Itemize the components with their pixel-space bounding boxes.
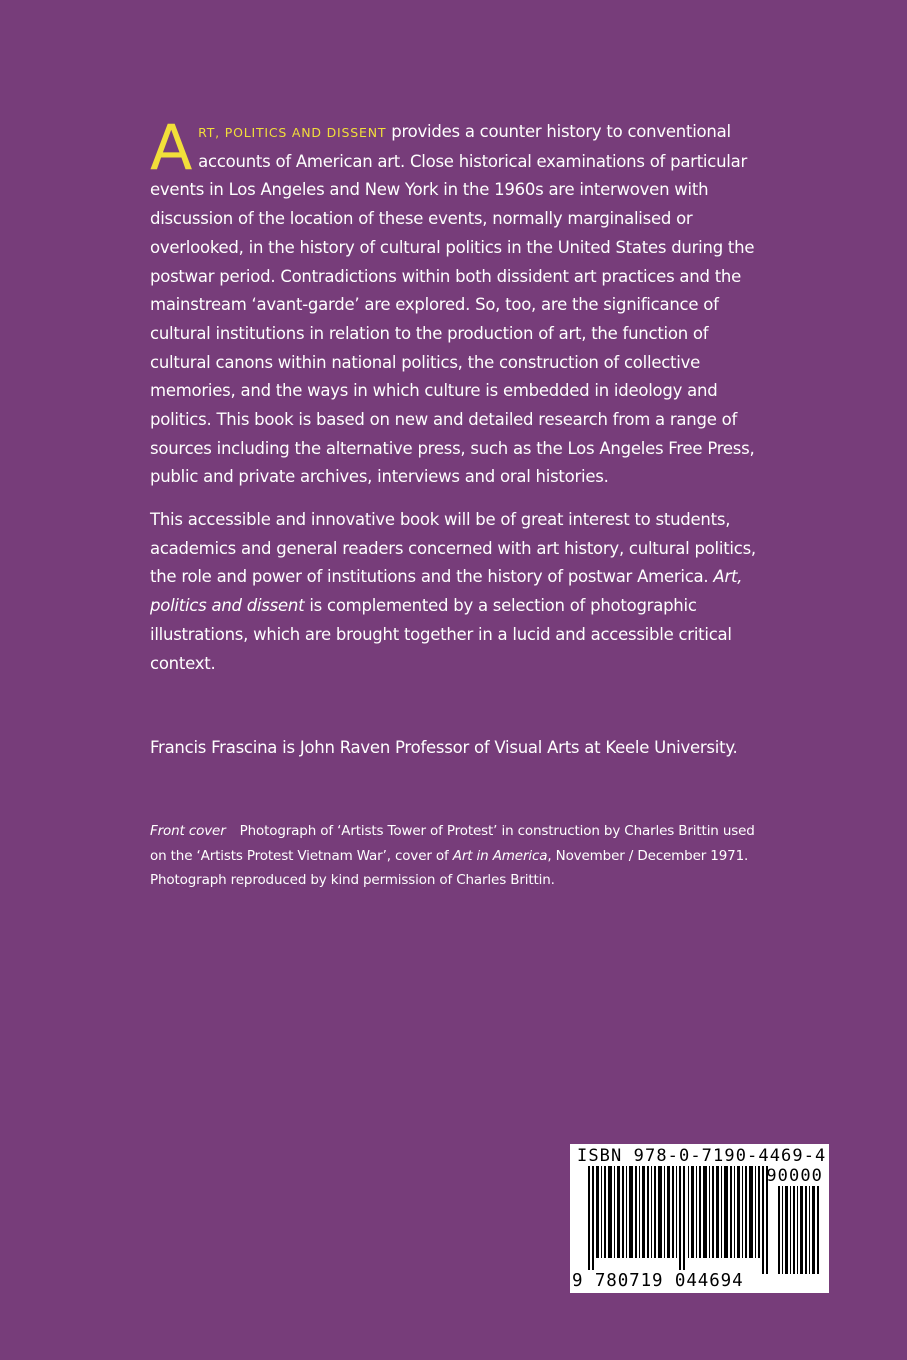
blurb-paragraph-2 [150, 506, 760, 678]
cover-credit-text-end: , November / December 1971. Photograph reproduced by kind permission of Charles Brittin. [150, 847, 749, 888]
isbn-barcode [570, 1144, 829, 1293]
blurb-paragraph-1-text: provides a counter history to conventional accounts of American art. Close historical examinations of particular events in Los Angeles and New York in the 1960s are interwoven with discussion of the location of these events, normally marginalised or overlooked, in the history of cultural politics in the United States during the postwar period. Contradictions within both dissident art practices and the mainstream ‘avant-garde’ are explored. So, too, are the significance of cultural institutions in relation to the production of art, the function of cultural canons within national politics, the construction of collective memories, and the ways in which culture is embedded in ideology and politics. This book is based on new and detailed research from a range of sources including the alternative press, such as the Los Angeles Free Press, public and private archives, interviews and oral histories. [150, 122, 755, 487]
book-title-italic: Art, politics and dissent [150, 567, 743, 616]
author-note: Francis Frascina is John Raven Professor of Visual Arts at Keele University. [150, 738, 738, 757]
blurb-paragraph-2-start: This accessible and innovative book will be of great interest to students, academics and general readers concerned with art history, cultural politics, the role and power of institutions and the history of postwar America. [150, 510, 756, 587]
isbn-addon-digits: 90000 [766, 1166, 823, 1186]
cover-credit-label: Front cover [150, 823, 226, 839]
magazine-title: Art in America [452, 847, 548, 864]
blurb-paragraph-1 [150, 111, 760, 492]
isbn-label: ISBN 978-0-7190-4469-4 [577, 1146, 827, 1166]
ean-digits: 9 780719 044694 [572, 1270, 748, 1292]
title-drop-cap: A [150, 111, 193, 184]
blurb-paragraph-2-end: is complemented by a selection of photographic illustrations, which are brought together in a lucid and accessible critical context. [150, 596, 732, 673]
cover-credit [150, 819, 760, 893]
book-title-smallcaps: RT, POLITICS AND DISSENT [198, 125, 387, 140]
cover-credit-text-start: Photograph of ‘Artists Tower of Protest’ in construction by Charles Brittin used on the ‘Artists Protest Vietnam War’, cover of [150, 823, 755, 864]
